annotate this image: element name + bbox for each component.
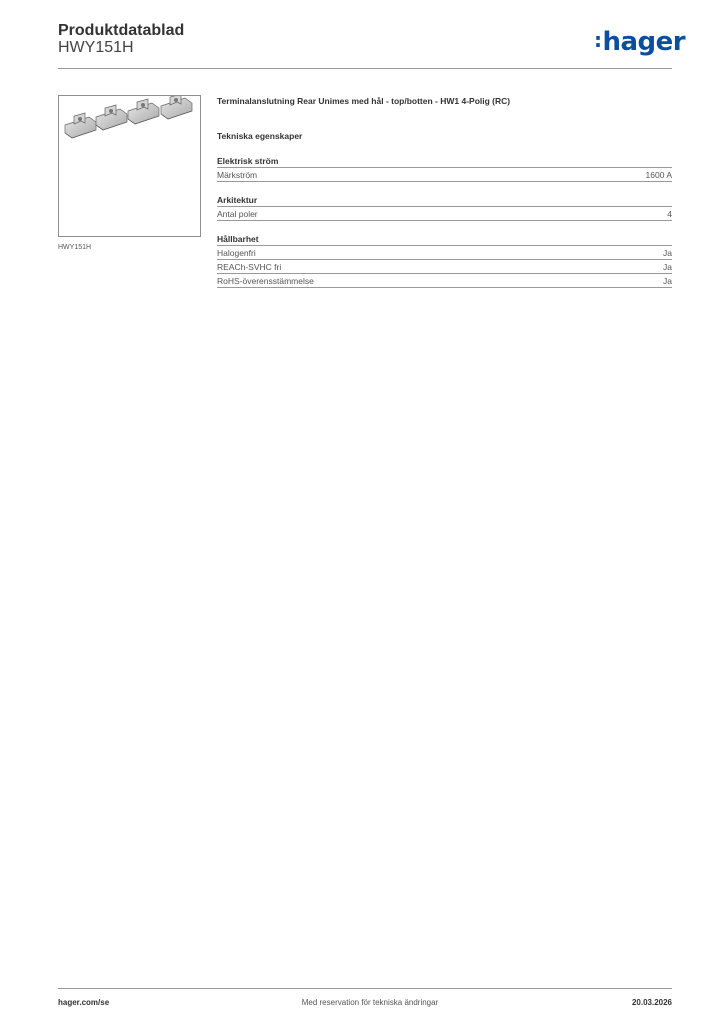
spec-value: Ja (663, 261, 672, 272)
spec-row (217, 206, 672, 221)
header-divider (58, 68, 672, 69)
spec-label: Antal poler (217, 208, 258, 219)
spec-row (217, 167, 672, 182)
spec-label: REACh-SVHC fri (217, 261, 282, 272)
connector-3 (128, 99, 159, 124)
footer-notice: Med reservation för tekniska ändringar (301, 998, 439, 1007)
spec-value: Ja (663, 247, 672, 258)
product-image (58, 95, 201, 237)
logo-text: hager (602, 27, 686, 57)
section-electrical (217, 156, 672, 182)
spec-value: 1600 A (645, 169, 672, 180)
page-title: Produktdatablad (58, 22, 185, 39)
footer-website-link[interactable]: hager.com/se (58, 998, 110, 1007)
hager-logo (594, 25, 685, 57)
connector-2 (96, 105, 127, 130)
section-title: Arkitektur (217, 195, 258, 205)
footer-divider (58, 988, 672, 989)
spec-row (217, 259, 672, 273)
connector-1 (65, 113, 96, 138)
spec-label: Märkström (217, 169, 258, 180)
product-description: Terminalanslutning Rear Unimes med hål - top/botten - HW1 4-Polig (RC) (217, 96, 511, 106)
section-sustainability (217, 234, 672, 288)
image-caption: HWY151H (58, 244, 92, 251)
spec-heading: Tekniska egenskaper (217, 131, 303, 141)
spec-row (217, 273, 672, 288)
section-architecture (217, 195, 672, 221)
section-title: Hållbarhet (217, 234, 259, 244)
spec-value: Ja (663, 275, 672, 286)
terminal-connectors-illustration (59, 96, 200, 236)
spec-row (217, 245, 672, 259)
connector-4 (161, 96, 192, 119)
spec-label: Halogenfri (217, 247, 256, 258)
section-title: Elektrisk ström (217, 156, 279, 166)
spec-value: 4 (667, 208, 672, 219)
logo-colon-icon: : (594, 28, 602, 52)
product-code: HWY151H (58, 39, 134, 56)
spec-label: RoHS-överensstämmelse (217, 275, 314, 286)
footer-date: 20.03.2026 (631, 998, 672, 1007)
